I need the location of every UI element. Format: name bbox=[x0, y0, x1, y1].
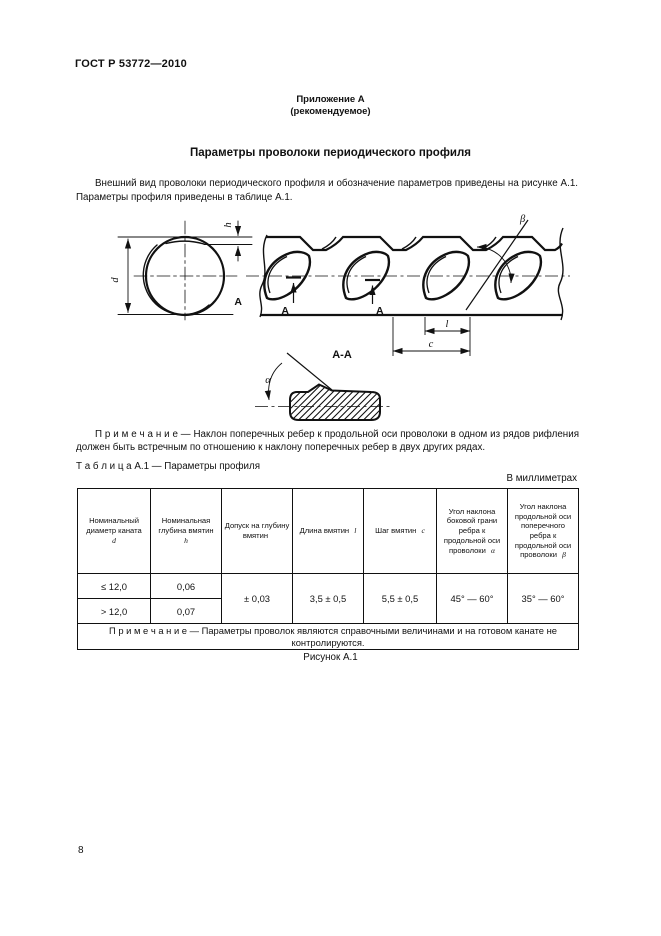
cell-tolerance: ± 0,03 bbox=[222, 574, 293, 624]
col-header-step: Шаг вмятин с bbox=[364, 489, 437, 574]
appendix-label: Приложение А bbox=[296, 94, 365, 105]
wire-cross-section-view bbox=[110, 221, 252, 320]
cell-alpha-range: 45° — 60° bbox=[437, 574, 508, 624]
appendix-type: (рекомендуемое) bbox=[290, 106, 371, 117]
dim-c-label: с bbox=[428, 339, 434, 350]
page-number: 8 bbox=[78, 845, 84, 856]
appendix-title: Параметры проволоки периодического профиля bbox=[190, 147, 471, 159]
table-units: В миллиметрах bbox=[506, 473, 577, 484]
cell-diameter-1: ≤ 12,0 bbox=[78, 574, 151, 599]
dim-h-label: h bbox=[223, 222, 234, 228]
section-mark-a1: А bbox=[281, 305, 289, 317]
figure-a1-drawing bbox=[70, 213, 580, 428]
col-header-depth: Номинальная глубина вмятин h bbox=[151, 489, 222, 574]
table-row bbox=[78, 574, 579, 599]
table-header-row bbox=[78, 489, 579, 574]
wire-side-view bbox=[234, 214, 570, 320]
section-mark-a2: А bbox=[376, 305, 384, 317]
table-a1 bbox=[77, 488, 579, 650]
angle-beta-label: β bbox=[520, 214, 526, 225]
section-view-aa bbox=[255, 349, 390, 420]
dimensions-l-c bbox=[393, 317, 470, 356]
cell-depth-1: 0,06 bbox=[151, 574, 222, 599]
dim-d-label: d bbox=[110, 277, 121, 283]
cell-diameter-2: > 12,0 bbox=[78, 599, 151, 624]
table-note: П р и м е ч а н и е — Параметры проволок являются справочными величинами и на готовом канате не контролируются. bbox=[78, 624, 579, 650]
col-header-alpha: Угол наклона боковой грани ребра к продольной оси проволоки α bbox=[437, 489, 508, 574]
col-header-tolerance: Допуск на глубину вмятин bbox=[222, 489, 293, 574]
dim-l-label: l bbox=[445, 319, 449, 330]
col-header-diameter: Номинальный диаметр каната d bbox=[78, 489, 151, 574]
section-view-title: А-А bbox=[332, 349, 352, 361]
figure-caption: Рисунок А.1 bbox=[303, 652, 358, 663]
table-title: Т а б л и ц а А.1 — Параметры профиля bbox=[76, 461, 260, 472]
standard-designation: ГОСТ Р 53772—2010 bbox=[75, 58, 187, 70]
intro-paragraph: Внешний вид проволоки периодического профиля и обозначение параметров приведены на рисунке А.1. Параметры профиля приведены в таблице А.1. bbox=[76, 178, 578, 203]
cell-step: 5,5 ± 0,5 bbox=[364, 574, 437, 624]
cell-beta-range: 35° — 60° bbox=[508, 574, 579, 624]
cell-length: 3,5 ± 0,5 bbox=[293, 574, 364, 624]
section-mark-a-left: А bbox=[234, 296, 242, 308]
wire-section-hatched bbox=[290, 385, 380, 421]
cell-depth-2: 0,07 bbox=[151, 599, 222, 624]
col-header-length: Длина вмятин l bbox=[293, 489, 364, 574]
table-note-row bbox=[78, 624, 579, 650]
col-header-beta: Угол наклона продольной оси поперечного ребра к продольной оси проволоки β bbox=[508, 489, 579, 574]
figure-note: П р и м е ч а н и е — Наклон поперечных ребер к продольной оси проволоки в одном из рядов рифления должен быть встречным по отношению к наклону поперечных ребер в двух других рядах. bbox=[76, 429, 579, 453]
angle-alpha-label: α bbox=[265, 375, 271, 386]
